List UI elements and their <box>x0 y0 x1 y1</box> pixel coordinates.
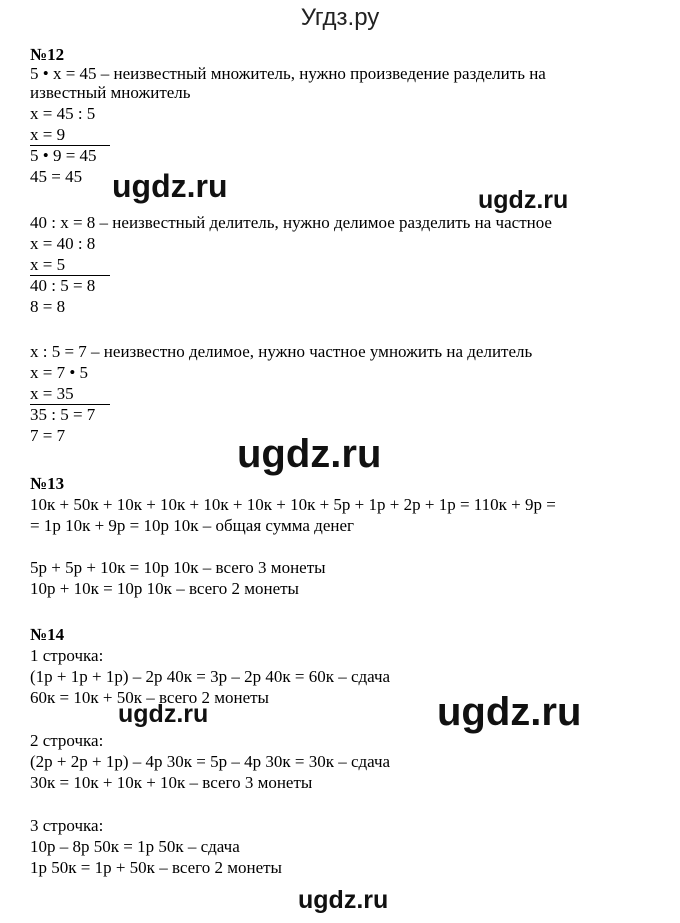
task-12-line: 5 • 9 = 45 <box>30 146 97 165</box>
task-12-line: x = 45 : 5 <box>30 104 96 123</box>
task-12-line <box>30 124 110 146</box>
task-12-line: 5 • x = 45 – неизвестный множитель, нужно произведение разделить на <box>30 64 546 83</box>
watermark: ugdz.ru <box>298 886 389 914</box>
task-12-line: 35 : 5 = 7 <box>30 405 96 424</box>
task-12-line: известный множитель <box>30 83 191 102</box>
underlined-answer: x = 35 <box>30 384 110 405</box>
task-14-line: (2р + 2р + 1р) – 4р 30к = 5р – 4р 30к = 30к – сдача <box>30 752 391 771</box>
task-12-line: 7 = 7 <box>30 426 66 445</box>
task-12-heading: №12 <box>30 45 65 64</box>
watermark: ugdz.ru <box>437 690 582 734</box>
task-12-line: 45 = 45 <box>30 167 83 186</box>
task-14-line: 2 строчка: <box>30 731 104 750</box>
task-14-line: 1р 50к = 1р + 50к – всего 2 монеты <box>30 858 282 877</box>
task-14-line: 1 строчка: <box>30 646 104 665</box>
watermark: ugdz.ru <box>478 186 569 214</box>
underlined-answer: x = 5 <box>30 255 110 276</box>
task-13-line: 5р + 5р + 10к = 10р 10к – всего 3 монеты <box>30 558 326 577</box>
task-12-line: 40 : x = 8 – неизвестный делитель, нужно делимое разделить на частное <box>30 213 552 232</box>
task-12-line: x : 5 = 7 – неизвестно делимое, нужно частное умножить на делитель <box>30 342 533 361</box>
watermark: ugdz.ru <box>112 168 228 204</box>
task-12-line: x = 40 : 8 <box>30 234 96 253</box>
underlined-answer: x = 9 <box>30 125 110 146</box>
site-title: Угдз.ру <box>300 4 380 31</box>
task-12-line <box>30 254 110 276</box>
task-14-line: 3 строчка: <box>30 816 104 835</box>
task-14-line: (1р + 1р + 1р) – 2р 40к = 3р – 2р 40к = 60к – сдача <box>30 667 391 686</box>
task-14-heading: №14 <box>30 625 65 644</box>
task-12-line <box>30 383 110 405</box>
task-12-line: 8 = 8 <box>30 297 66 316</box>
task-13-line: = 1р 10к + 9р = 10р 10к – общая сумма денег <box>30 516 354 535</box>
task-13-line: 10к + 50к + 10к + 10к + 10к + 10к + 10к + 5р + 1р + 2р + 1р = 110к + 9р = <box>30 495 556 514</box>
task-12-line: x = 7 • 5 <box>30 363 89 382</box>
watermark: ugdz.ru <box>118 700 209 728</box>
task-13-heading: №13 <box>30 474 65 493</box>
task-13-line: 10р + 10к = 10р 10к – всего 2 монеты <box>30 579 299 598</box>
task-14-line: 60к = 10к + 50к – всего 2 монеты <box>30 688 269 707</box>
task-12-line: 40 : 5 = 8 <box>30 276 96 295</box>
watermark: ugdz.ru <box>237 432 382 476</box>
task-14-line: 30к = 10к + 10к + 10к – всего 3 монеты <box>30 773 313 792</box>
task-14-line: 10р – 8р 50к = 1р 50к – сдача <box>30 837 240 856</box>
